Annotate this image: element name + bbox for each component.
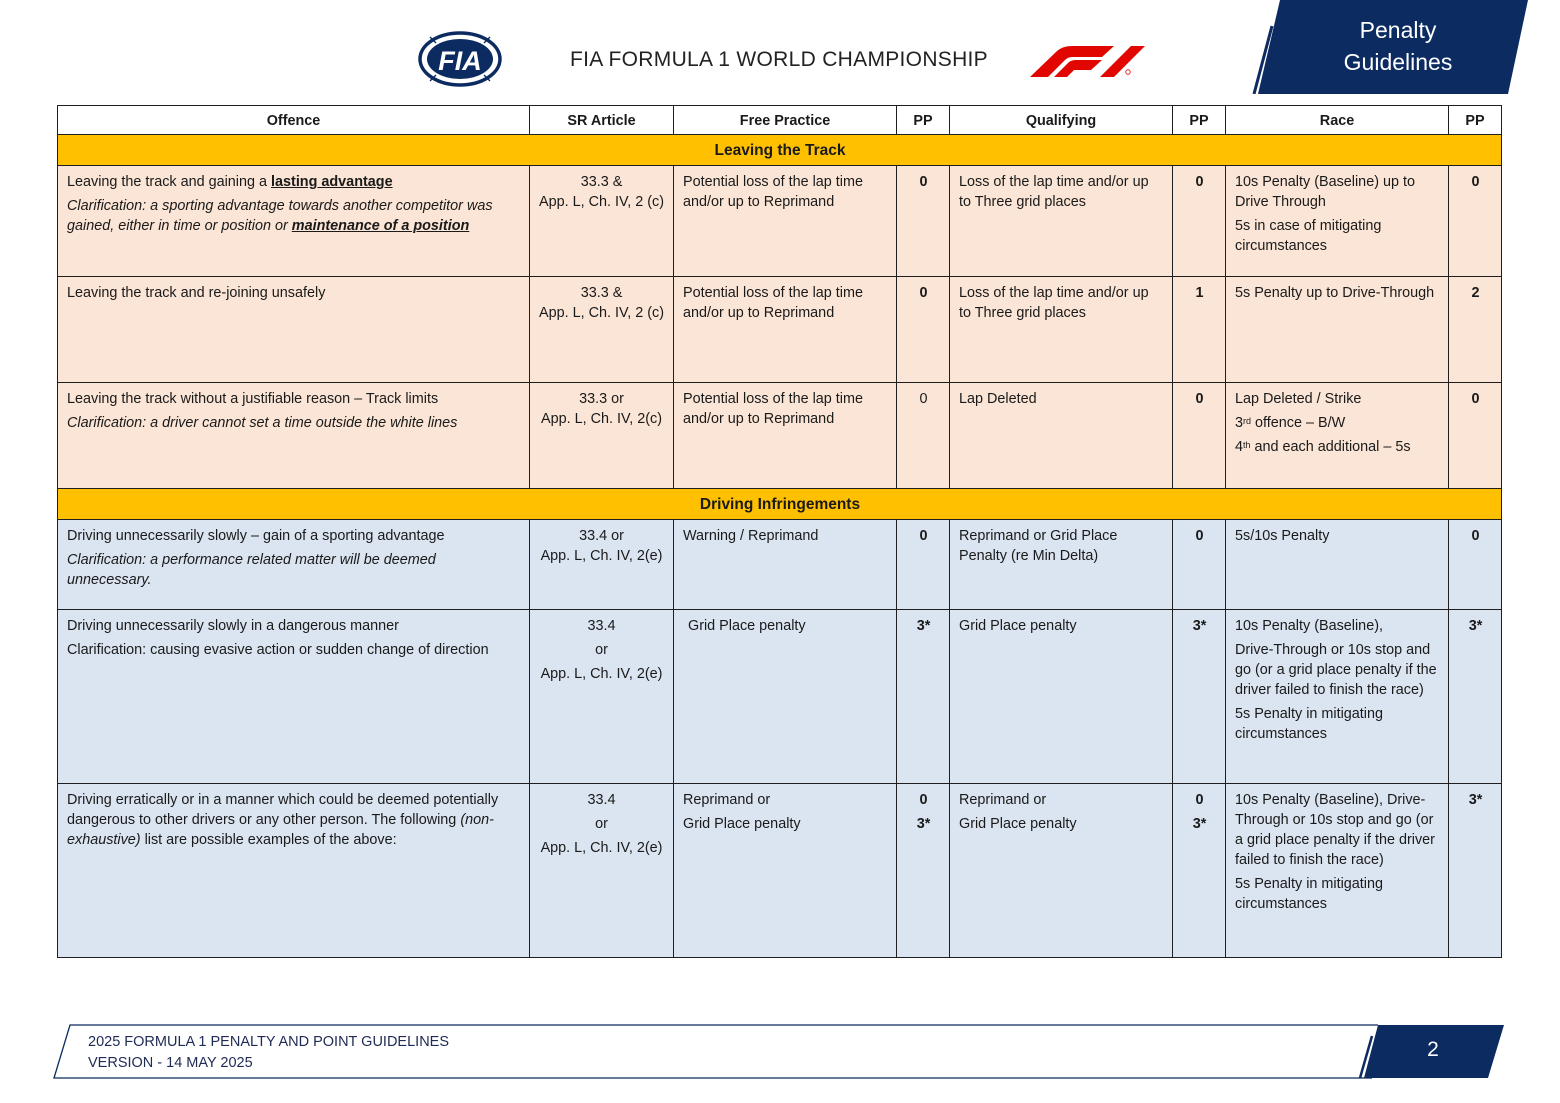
article-cell [530, 520, 674, 610]
fp-pp-cell: 3* [897, 610, 950, 784]
badge-label [1290, 14, 1506, 78]
f1-logo [1028, 44, 1146, 77]
offence-cell [58, 520, 530, 610]
article-line: or [595, 642, 608, 658]
svg-text:FIA: FIA [438, 46, 482, 76]
offence-text: Leaving the track and gaining a [67, 174, 272, 190]
pp-value: 0 [1195, 792, 1204, 808]
free-practice-cell: Grid Place penalty [674, 610, 897, 784]
qualifying-cell [950, 784, 1173, 958]
free-practice-cell [674, 784, 897, 958]
table-row [58, 383, 1502, 489]
race-line: 4th and each additional – 5s [1235, 439, 1411, 455]
q-line: Reprimand or [959, 792, 1047, 808]
table-row [58, 277, 1502, 383]
race-line: Drive-Through or 10s stop and go (or a grid place penalty if the driver failed to finish the race) [1235, 642, 1437, 698]
col-header-offence: Offence [58, 106, 530, 135]
clarification-emphasis: maintenance of a position [291, 218, 470, 234]
col-header-race: Race [1226, 106, 1449, 135]
col-header-sr-article: SR Article [530, 106, 674, 135]
qualifying-cell: Loss of the lap time and/or up to Three grid places [950, 166, 1173, 277]
table-row [58, 610, 1502, 784]
race-cell: 5s/10s Penalty [1226, 520, 1449, 610]
race-pp-cell: 3* [1449, 610, 1502, 784]
article-line: 33.4 or [579, 528, 624, 544]
penalty-table [57, 105, 1502, 958]
qualifying-cell: Reprimand or Grid Place Penalty (re Min Delta) [950, 520, 1173, 610]
page-number: 2 [1427, 1038, 1439, 1061]
fp-line: Reprimand or [683, 792, 771, 808]
q-pp-cell: 0 [1173, 520, 1226, 610]
article-line: App. L, Ch. IV, 2(c) [540, 411, 663, 427]
offence-text: Driving unnecessarily slowly – gain of a sporting advantage [67, 528, 445, 544]
article-line: 33.3 or [579, 391, 624, 407]
offence-emphasis: lasting advantage [271, 174, 393, 190]
section-row [58, 135, 1502, 166]
q-line: Grid Place penalty [959, 816, 1077, 832]
article-cell [530, 784, 674, 958]
fp-pp-cell: 0 [897, 520, 950, 610]
offence-text: Leaving the track without a justifiable reason – Track limits [67, 391, 439, 407]
article-cell [530, 383, 674, 489]
col-header-free-practice: Free Practice [674, 106, 897, 135]
article-line: 33.4 [587, 618, 616, 634]
q-pp-cell: 0 [1173, 166, 1226, 277]
fp-pp-cell: 0 [897, 277, 950, 383]
race-cell: 5s Penalty up to Drive-Through [1226, 277, 1449, 383]
footer-version: VERSION - 14 MAY 2025 [88, 1055, 253, 1071]
badge-line-penalty: Penalty [1359, 17, 1437, 43]
race-pp-cell: 0 [1449, 520, 1502, 610]
offence-cell [58, 610, 530, 784]
race-cell [1226, 383, 1449, 489]
article-line: App. L, Ch. IV, 2(e) [540, 840, 663, 856]
race-line: 10s Penalty (Baseline), Drive-Through or 10s stop and go (or a grid place penalty if the driver failed to finish the race) [1235, 792, 1435, 868]
q-pp-cell: 3* [1173, 610, 1226, 784]
clarification-text: Clarification: a driver cannot set a time outside the white lines [67, 415, 458, 431]
offence-text-end: list are possible examples of the above: [140, 832, 397, 848]
clarification-text: Clarification: causing evasive action or sudden change of direction [67, 642, 489, 658]
article-line: App. L, Ch. IV, 2 (c) [538, 194, 665, 210]
page-title: FIA FORMULA 1 WORLD CHAMPIONSHIP [570, 48, 988, 71]
col-header-q-pp: PP [1173, 106, 1226, 135]
race-pp-cell: 0 [1449, 166, 1502, 277]
offence-cell: Leaving the track and re-joining unsafely [58, 277, 530, 383]
q-pp-cell [1173, 784, 1226, 958]
article-line: App. L, Ch. IV, 2(e) [540, 548, 663, 564]
table-row [58, 520, 1502, 610]
article-line: 33.3 & [580, 174, 623, 190]
article-cell [530, 166, 674, 277]
table-header-row [58, 106, 1502, 135]
offence-cell [58, 166, 530, 277]
pp-value: 3* [1192, 816, 1207, 832]
free-practice-cell: Potential loss of the lap time and/or up to Reprimand [674, 383, 897, 489]
q-pp-cell: 1 [1173, 277, 1226, 383]
free-practice-cell: Potential loss of the lap time and/or up to Reprimand [674, 166, 897, 277]
qualifying-cell: Lap Deleted [950, 383, 1173, 489]
race-cell [1226, 610, 1449, 784]
race-line: 10s Penalty (Baseline), [1235, 618, 1383, 634]
race-line: 10s Penalty (Baseline) up to Drive Through [1235, 174, 1415, 210]
offence-cell [58, 383, 530, 489]
fp-pp-cell: 0 [897, 166, 950, 277]
table-row [58, 166, 1502, 277]
article-line: App. L, Ch. IV, 2(e) [540, 666, 663, 682]
offence-text: Driving unnecessarily slowly in a dangerous manner [67, 618, 399, 634]
clarification-text: Clarification: a performance related matter will be deemed unnecessary. [67, 552, 436, 588]
badge-line-guidelines: Guidelines [1343, 49, 1453, 75]
fia-logo [418, 31, 502, 87]
section-title-driving-infringements: Driving Infringements [58, 489, 1502, 520]
col-header-qualifying: Qualifying [950, 106, 1173, 135]
qualifying-cell: Loss of the lap time and/or up to Three grid places [950, 277, 1173, 383]
free-practice-cell: Potential loss of the lap time and/or up to Reprimand [674, 277, 897, 383]
q-pp-cell: 0 [1173, 383, 1226, 489]
race-line: Lap Deleted / Strike [1235, 391, 1362, 407]
offence-text: Driving erratically or in a manner which could be deemed potentially dangerous to other drivers or any other person. The following [67, 792, 499, 828]
footer-doc-info [88, 1032, 449, 1074]
section-title-leaving-track: Leaving the Track [58, 135, 1502, 166]
fp-pp-cell: 0 [897, 383, 950, 489]
offence-cell [58, 784, 530, 958]
article-line: 33.3 & [580, 285, 623, 301]
qualifying-cell: Grid Place penalty [950, 610, 1173, 784]
fp-line: Grid Place penalty [683, 816, 801, 832]
clarification-text: Clarification: a sporting advantage towards another competitor was gained, either in time or position or [67, 198, 493, 234]
offence-emphasis: (non-exhaustive) [67, 812, 494, 848]
footer-doc-title: 2025 FORMULA 1 PENALTY AND POINT GUIDELINES [88, 1034, 450, 1050]
pp-value: 3* [916, 816, 931, 832]
article-cell [530, 277, 674, 383]
race-cell [1226, 166, 1449, 277]
race-line: 5s in case of mitigating circumstances [1235, 218, 1382, 254]
article-line: 33.4 [587, 792, 616, 808]
col-header-fp-pp: PP [897, 106, 950, 135]
race-cell [1226, 784, 1449, 958]
col-header-race-pp: PP [1449, 106, 1502, 135]
race-line: 5s Penalty in mitigating circumstances [1235, 876, 1383, 912]
article-cell [530, 610, 674, 784]
article-line: or [595, 816, 608, 832]
pp-value: 0 [919, 792, 928, 808]
section-row [58, 489, 1502, 520]
race-pp-cell: 0 [1449, 383, 1502, 489]
fp-pp-cell [897, 784, 950, 958]
article-line: App. L, Ch. IV, 2 (c) [538, 305, 665, 321]
race-pp-cell: 2 [1449, 277, 1502, 383]
race-pp-cell: 3* [1449, 784, 1502, 958]
race-line: 5s Penalty in mitigating circumstances [1235, 706, 1383, 742]
race-line: 3rd offence – B/W [1235, 415, 1346, 431]
free-practice-cell: Warning / Reprimand [674, 520, 897, 610]
table-row [58, 784, 1502, 958]
